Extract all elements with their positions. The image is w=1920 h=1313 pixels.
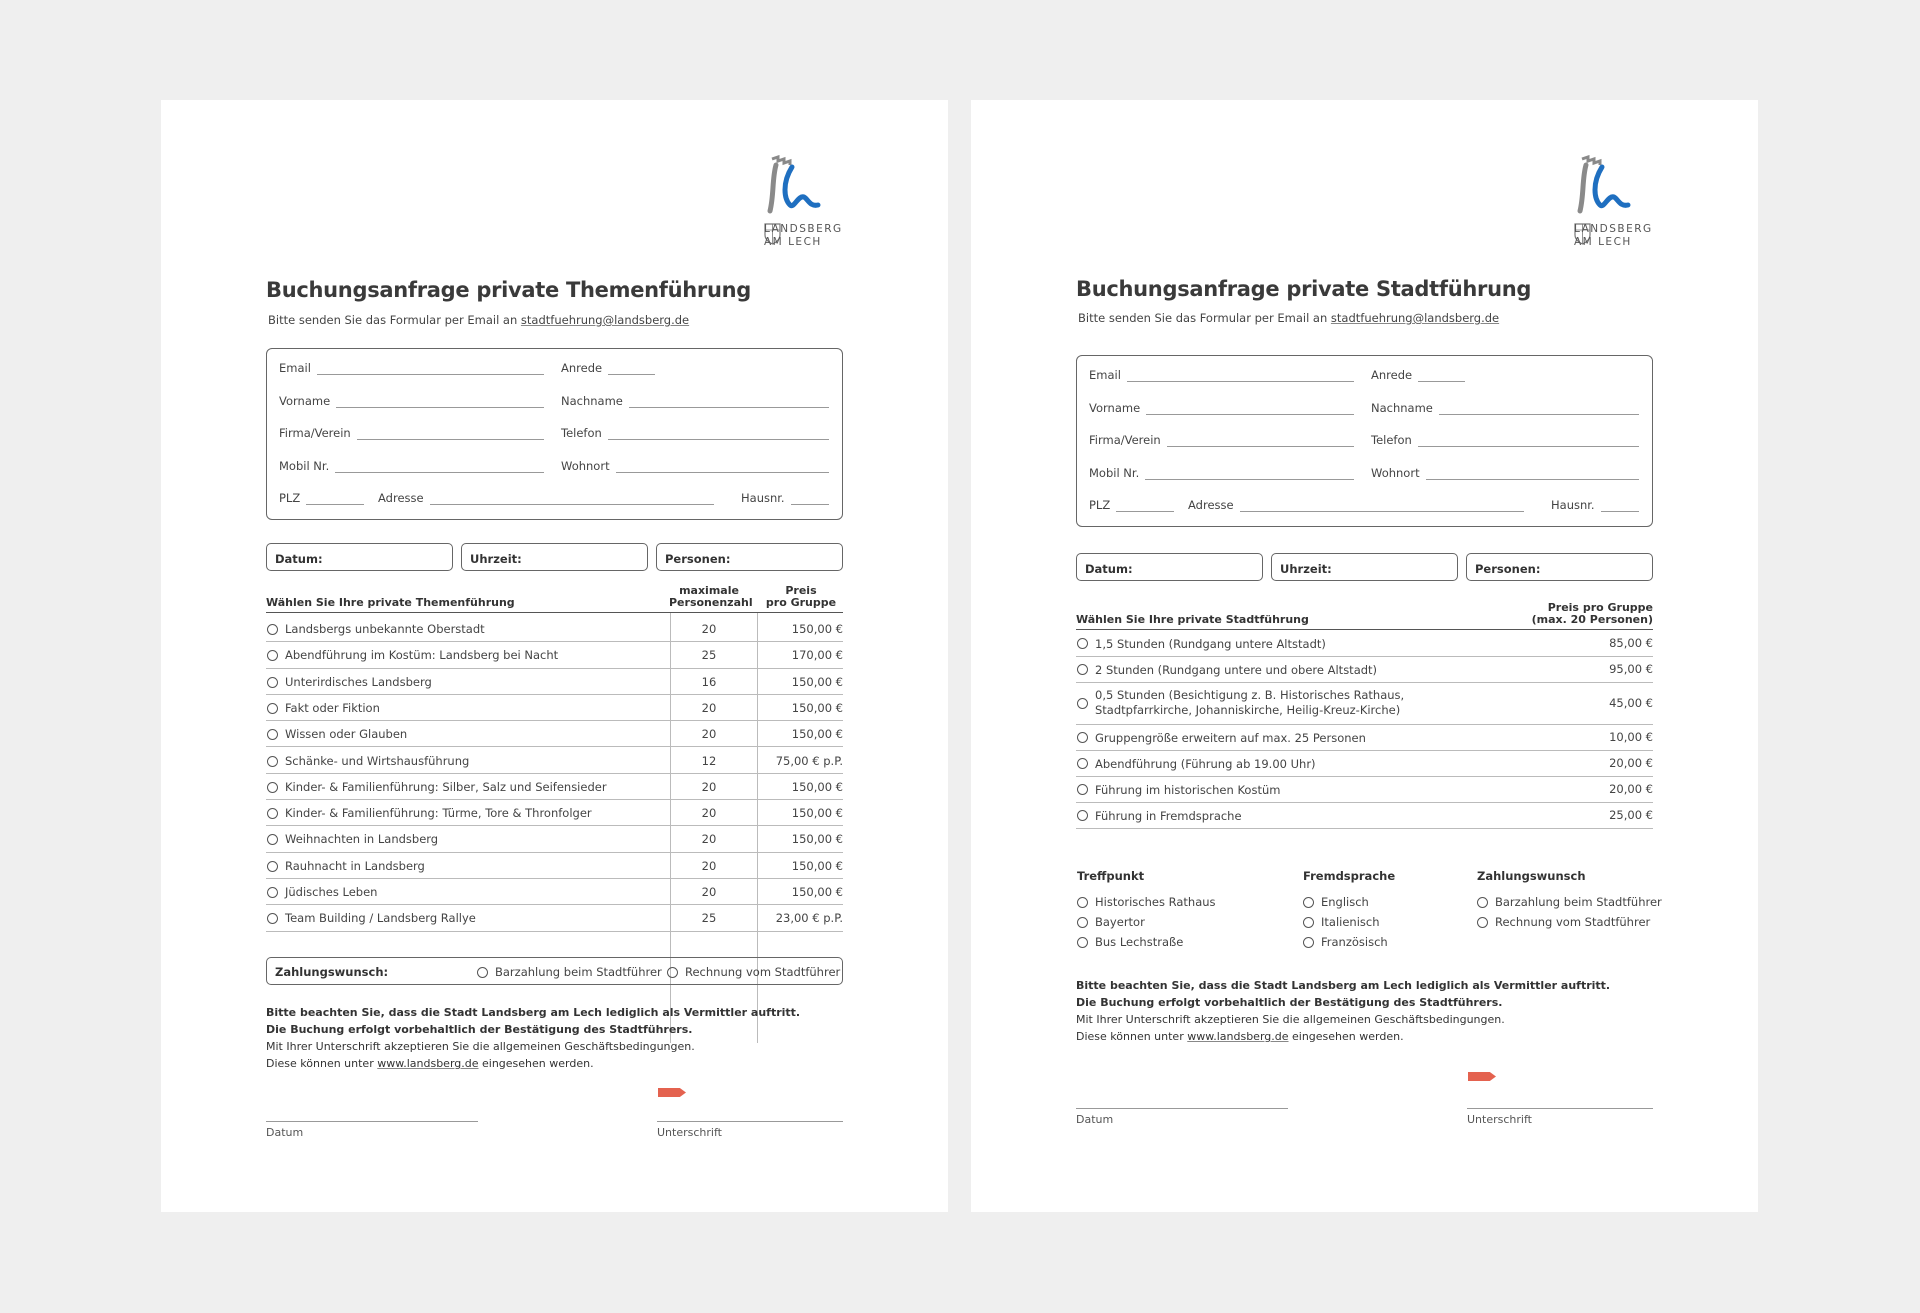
note-line-1: Bitte beachten Sie, dass die Stadt Landsberg am Lech lediglich als Vermittler auftritt. (1076, 979, 1611, 992)
anrede-field[interactable] (1371, 368, 1465, 382)
note-line-2: Die Buchung erfolgt vorbehaltlich der Bestätigung des Stadtführers. (266, 1023, 693, 1036)
option-label: Französisch (1321, 935, 1388, 949)
price-header-line-2: (max. 20 Personen) (1531, 613, 1653, 626)
telefon-field[interactable] (561, 426, 829, 440)
note-line-1: Bitte beachten Sie, dass die Stadt Landsberg am Lech lediglich als Vermittler auftritt. (266, 1006, 801, 1019)
signature-date[interactable] (266, 1121, 478, 1139)
option-label: Bus Lechstraße (1095, 935, 1184, 949)
table-row[interactable] (1076, 725, 1653, 751)
wohnort-label: Wohnort (561, 459, 610, 473)
logo-mark-icon (1574, 155, 1632, 217)
table-row[interactable] (266, 879, 843, 905)
tour-name: Schänke- und Wirtshausführung (285, 753, 470, 768)
tour-price: 25,00 € (1609, 808, 1653, 822)
landsberg-logo (1552, 155, 1653, 248)
tour-name (1095, 783, 1280, 798)
personen-input[interactable]: Personen: (656, 543, 843, 571)
anrede-field[interactable] (561, 361, 655, 375)
tour-price: 95,00 € (1609, 662, 1653, 676)
plz-field[interactable] (1089, 498, 1174, 512)
radio-icon[interactable] (267, 782, 278, 793)
radio-icon[interactable] (1077, 638, 1088, 649)
tour-price: 45,00 € (1609, 696, 1653, 710)
notes (266, 1004, 800, 1072)
tour-name: Wissen oder Glauben (285, 727, 408, 742)
date-caption: Datum (266, 1126, 304, 1139)
tour-price: 20,00 € (1609, 756, 1653, 770)
note-4-prefix: Diese können unter (266, 1057, 378, 1070)
note-line-4 (266, 1055, 800, 1072)
logo-text (764, 223, 843, 249)
tour-max-persons: 16 (701, 674, 717, 689)
telefon-label: Telefon (561, 426, 602, 440)
note-4-suffix: eingesehen werden. (1288, 1030, 1404, 1043)
uhrzeit-input[interactable]: Uhrzeit: (461, 543, 648, 571)
email-label: Email (279, 361, 311, 375)
adresse-field[interactable] (378, 491, 714, 505)
page-subtitle (1078, 311, 1499, 325)
uhrzeit-input[interactable]: Uhrzeit: (1271, 553, 1458, 581)
hausnr-label: Hausnr. (1551, 498, 1595, 512)
tour-max-persons: 20 (701, 885, 717, 899)
tour-name: Weihnachten in Landsberg (285, 832, 439, 847)
tour-max-persons: 20 (701, 727, 717, 742)
website-link[interactable]: www.landsberg.de (1187, 1030, 1289, 1043)
payment-option-invoice[interactable] (667, 965, 840, 979)
treffpunkt-option-bayertor[interactable] (1077, 915, 1145, 929)
note-line-3: Mit Ihrer Unterschrift akzeptieren Sie die allgemeinen Geschäftsbedingungen. (266, 1040, 695, 1053)
table-row[interactable] (1076, 631, 1653, 657)
datum-input[interactable]: Datum: (266, 543, 453, 571)
tour-price: 150,00 € (791, 779, 843, 794)
radio-icon[interactable] (267, 913, 278, 924)
sprache-option-franzoesisch[interactable] (1303, 935, 1388, 949)
datum-input[interactable]: Datum: (1076, 553, 1263, 581)
vorname-label: Vorname (1089, 401, 1141, 415)
tour-name (1095, 637, 1326, 652)
table-row[interactable] (1076, 803, 1653, 829)
price-column-header (1532, 602, 1653, 626)
note-4-suffix: eingesehen werden. (478, 1057, 594, 1070)
form-page-stadtfuehrung (971, 100, 1758, 1212)
email-link[interactable]: stadtfuehrung@landsberg.de (520, 313, 690, 327)
radio-icon[interactable] (1303, 897, 1314, 908)
radio-icon[interactable] (267, 756, 278, 767)
tour-name-line-1: Gruppengröße erweitern auf max. 25 Personen (1095, 731, 1366, 745)
firma-label: Firma/Verein (279, 426, 351, 440)
payment-option-label: Barzahlung beim Stadtführer (495, 965, 662, 979)
hausnr-label: Hausnr. (741, 491, 785, 505)
signature-line[interactable] (1467, 1108, 1653, 1126)
persons-header-line-2: Personenzahl (669, 596, 753, 609)
adresse-label: Adresse (378, 491, 424, 505)
radio-icon[interactable] (267, 650, 278, 661)
logo-text (1574, 223, 1653, 249)
tour-name-line-2: Stadtpfarrkirche, Johanniskirche, Heilig-Kreuz-Kirche) (1095, 703, 1401, 717)
wohnort-field[interactable] (561, 459, 829, 473)
tour-max-persons: 20 (701, 779, 717, 794)
persons-column-header (669, 584, 753, 609)
tour-table-header (1076, 595, 1653, 630)
page-subtitle (268, 313, 689, 327)
tour-name: Kinder- & Familienführung: Silber, Salz und Seifensieder (285, 779, 607, 794)
tour-name: Unterirdisches Landsberg (285, 674, 432, 689)
anrede-label: Anrede (561, 361, 603, 375)
radio-icon[interactable] (267, 677, 278, 688)
radio-icon[interactable] (1303, 937, 1314, 948)
tour-max-persons: 20 (701, 622, 717, 636)
form-page-themenfuehrung (161, 100, 948, 1212)
tour-price: 150,00 € (791, 885, 843, 899)
radio-icon[interactable] (1077, 784, 1088, 795)
email-field[interactable] (279, 361, 544, 375)
payment-option-label: Rechnung vom Stadtführer (685, 965, 841, 979)
table-row[interactable] (1076, 657, 1653, 683)
treffpunkt-heading: Treffpunkt (1077, 869, 1145, 883)
table-row[interactable] (266, 642, 843, 668)
table-row[interactable] (266, 800, 843, 826)
tour-price: 23,00 € p.P. (775, 911, 843, 926)
tour-max-persons: 25 (701, 911, 717, 926)
tour-name-line-1: Abendführung (Führung ab 19.00 Uhr) (1095, 757, 1316, 771)
treffpunkt-option-bus[interactable] (1077, 935, 1183, 949)
signature-caption: Unterschrift (657, 1126, 722, 1139)
mobil-label: Mobil Nr. (279, 459, 330, 473)
tour-name: Kinder- & Familienführung: Türme, Tore & Thronfolger (285, 806, 592, 821)
payment-label: Zahlungswunsch: (275, 965, 389, 979)
logo-line-1: LANDSBERG (1574, 223, 1653, 235)
note-line-2: Die Buchung erfolgt vorbehaltlich der Bestätigung des Stadtführers. (1076, 996, 1503, 1009)
table-heading: Wählen Sie Ihre private Stadtführung (1076, 613, 1309, 626)
option-label: Italienisch (1321, 915, 1380, 929)
vorname-field[interactable] (1089, 401, 1354, 415)
tour-name (1095, 663, 1377, 678)
radio-icon[interactable] (1077, 664, 1088, 675)
radio-icon[interactable] (1303, 917, 1314, 928)
sign-here-tag (658, 1088, 686, 1097)
payment-option-cash[interactable] (477, 965, 662, 979)
firma-field[interactable] (1089, 433, 1354, 447)
mobil-label: Mobil Nr. (1089, 466, 1140, 480)
table-row[interactable] (1076, 777, 1653, 803)
tour-price: 150,00 € (791, 622, 843, 636)
sign-here-tag (1468, 1072, 1496, 1081)
signature-line[interactable] (657, 1121, 843, 1139)
tour-max-persons: 20 (701, 858, 717, 873)
tour-name-line-1: 1,5 Stunden (Rundgang untere Altstadt) (1095, 637, 1326, 651)
note-line-3: Mit Ihrer Unterschrift akzeptieren Sie die allgemeinen Geschäftsbedingungen. (1076, 1013, 1505, 1026)
tour-price: 20,00 € (1609, 782, 1653, 796)
tour-name-line-1: Führung in Fremdsprache (1095, 809, 1242, 823)
tour-name (1095, 757, 1316, 772)
logo-line-1: LANDSBERG (764, 223, 843, 235)
logo-mark-icon (764, 155, 822, 217)
hausnr-field[interactable] (741, 491, 829, 505)
tour-price: 170,00 € (791, 648, 843, 663)
option-label: Historisches Rathaus (1095, 895, 1216, 909)
tour-name: Team Building / Landsberg Rallye (285, 911, 476, 926)
persons-header-line-1: maximale (679, 584, 739, 597)
radio-icon[interactable] (267, 887, 278, 898)
fremdsprache-heading: Fremdsprache (1303, 869, 1396, 883)
nachname-field[interactable] (561, 394, 829, 408)
radio-icon[interactable] (1077, 897, 1088, 908)
price-column-header (759, 585, 843, 609)
email-field[interactable] (1089, 368, 1354, 382)
table-row[interactable] (266, 695, 843, 721)
radio-icon[interactable] (1077, 732, 1088, 743)
table-row[interactable] (266, 853, 843, 879)
tour-name-line-1: Führung im historischen Kostüm (1095, 783, 1281, 797)
contact-box (1076, 355, 1653, 527)
price-header-line-1: Preis pro Gruppe (1547, 601, 1653, 614)
tour-price: 150,00 € (791, 806, 843, 821)
radio-icon[interactable] (1077, 917, 1088, 928)
note-4-prefix: Diese können unter (1076, 1030, 1188, 1043)
table-row[interactable] (266, 721, 843, 747)
tour-name (1095, 731, 1366, 746)
price-header-line-2: pro Gruppe (765, 596, 837, 609)
payment-box (266, 957, 843, 985)
payment-option-cash[interactable] (1477, 895, 1662, 909)
radio-icon[interactable] (267, 703, 278, 714)
tour-name-line-1: 2 Stunden (Rundgang untere und obere Altstadt) (1095, 663, 1378, 677)
vorname-label: Vorname (279, 394, 331, 408)
contact-box (266, 348, 843, 520)
tour-price: 150,00 € (791, 674, 843, 689)
tour-price: 150,00 € (791, 700, 843, 715)
signature-caption: Unterschrift (1467, 1113, 1532, 1126)
notes (1076, 977, 1610, 1045)
tour-max-persons: 25 (701, 648, 717, 663)
radio-icon[interactable] (667, 967, 678, 978)
radio-icon[interactable] (1077, 758, 1088, 769)
radio-icon[interactable] (267, 624, 278, 635)
radio-icon[interactable] (267, 808, 278, 819)
table-row[interactable] (266, 774, 843, 800)
option-label: Barzahlung beim Stadtführer (1495, 895, 1662, 909)
option-label: Bayertor (1095, 915, 1145, 929)
nachname-label: Nachname (561, 394, 623, 408)
option-label: Englisch (1321, 895, 1369, 909)
table-row[interactable] (266, 748, 843, 774)
tour-name (1095, 688, 1404, 718)
plz-field[interactable] (279, 491, 364, 505)
wohnort-field[interactable] (1371, 466, 1639, 480)
table-heading: Wählen Sie Ihre private Themenführung (266, 596, 515, 609)
page-title: Buchungsanfrage private Themenführung (266, 278, 752, 302)
date-caption: Datum (1076, 1113, 1114, 1126)
signature-date[interactable] (1076, 1108, 1288, 1126)
date-time-row (1076, 553, 1653, 581)
radio-icon[interactable] (1477, 917, 1488, 928)
tour-price: 150,00 € (791, 727, 843, 742)
hausnr-field[interactable] (1551, 498, 1639, 512)
radio-icon[interactable] (1077, 937, 1088, 948)
sprache-option-englisch[interactable] (1303, 895, 1369, 909)
plz-label: PLZ (279, 491, 301, 505)
tour-max-persons: 12 (701, 753, 717, 768)
radio-icon[interactable] (267, 861, 278, 872)
radio-icon[interactable] (1077, 698, 1088, 709)
tour-price: 10,00 € (1609, 730, 1653, 744)
page-title: Buchungsanfrage private Stadtführung (1076, 277, 1532, 301)
tour-table-header (266, 580, 843, 613)
treffpunkt-option-rathaus[interactable] (1077, 895, 1216, 909)
plz-label: PLZ (1089, 498, 1111, 512)
payment-option-invoice[interactable] (1477, 915, 1650, 929)
table-row[interactable] (266, 826, 843, 852)
tour-name (1095, 809, 1242, 824)
table-row[interactable] (1076, 683, 1653, 725)
zahlung-heading: Zahlungswunsch (1477, 869, 1586, 883)
table-row[interactable] (266, 616, 843, 642)
tour-name: Jüdisches Leben (285, 885, 378, 899)
tour-max-persons: 20 (701, 806, 717, 821)
subtitle-text: Bitte senden Sie das Formular per Email an (268, 313, 521, 327)
mobil-field[interactable] (1089, 466, 1354, 480)
tour-price: 150,00 € (791, 832, 843, 847)
telefon-label: Telefon (1371, 433, 1412, 447)
nachname-field[interactable] (1371, 401, 1639, 415)
radio-icon[interactable] (267, 729, 278, 740)
telefon-field[interactable] (1371, 433, 1639, 447)
vorname-field[interactable] (279, 394, 544, 408)
tour-price: 75,00 € p.P. (775, 753, 843, 768)
note-line-4 (1076, 1028, 1610, 1045)
adresse-field[interactable] (1188, 498, 1524, 512)
mobil-field[interactable] (279, 459, 544, 473)
personen-input[interactable]: Personen: (1466, 553, 1653, 581)
website-link[interactable]: www.landsberg.de (377, 1057, 479, 1070)
tour-name: Rauhnacht in Landsberg (285, 858, 425, 873)
tour-max-persons: 20 (701, 700, 717, 715)
price-header-line-1: Preis (785, 584, 817, 597)
wohnort-label: Wohnort (1371, 466, 1420, 480)
radio-icon[interactable] (267, 834, 278, 845)
firma-field[interactable] (279, 426, 544, 440)
email-link[interactable]: stadtfuehrung@landsberg.de (1330, 311, 1500, 325)
logo-line-2: AM LECH (764, 236, 822, 248)
radio-icon[interactable] (1077, 810, 1088, 821)
subtitle-text: Bitte senden Sie das Formular per Email an (1078, 311, 1331, 325)
firma-label: Firma/Verein (1089, 433, 1161, 447)
tour-name-line-1: 0,5 Stunden (Besichtigung z. B. Historisches Rathaus, (1095, 688, 1405, 702)
tour-name: Fakt oder Fiktion (285, 700, 380, 715)
sprache-option-italienisch[interactable] (1303, 915, 1380, 929)
date-time-row (266, 543, 843, 571)
radio-icon[interactable] (477, 967, 488, 978)
tour-name: Landsbergs unbekannte Oberstadt (285, 622, 485, 636)
tour-price: 85,00 € (1609, 636, 1653, 650)
logo-line-2: AM LECH (1574, 236, 1632, 248)
tour-price: 150,00 € (791, 858, 843, 873)
landsberg-logo (742, 155, 843, 248)
option-label: Rechnung vom Stadtführer (1495, 915, 1651, 929)
nachname-label: Nachname (1371, 401, 1433, 415)
table-row[interactable] (266, 905, 843, 931)
tour-max-persons: 20 (701, 832, 717, 847)
adresse-label: Adresse (1188, 498, 1234, 512)
tour-name: Abendführung im Kostüm: Landsberg bei Nacht (285, 648, 559, 663)
email-label: Email (1089, 368, 1121, 382)
table-row[interactable] (1076, 751, 1653, 777)
radio-icon[interactable] (1477, 897, 1488, 908)
table-row[interactable] (266, 669, 843, 695)
anrede-label: Anrede (1371, 368, 1413, 382)
